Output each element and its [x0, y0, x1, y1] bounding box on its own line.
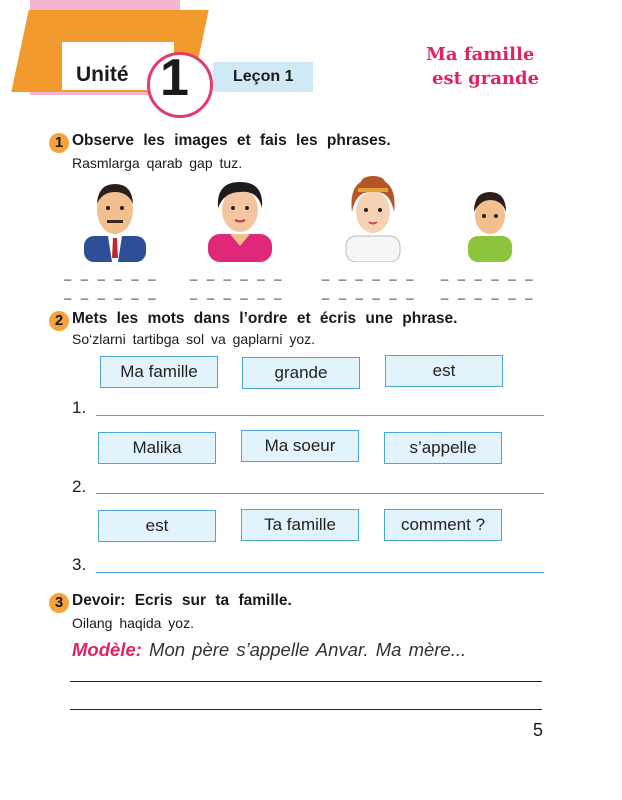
word-box[interactable]: Malika	[98, 432, 216, 464]
model-text: Mon père s’appelle Anvar. Ma mère...	[149, 639, 467, 660]
exercise1-number-badge: 1	[49, 133, 69, 153]
answer-number: 1.	[72, 398, 87, 417]
word-box[interactable]: comment ?	[384, 509, 502, 541]
word-box[interactable]: grande	[242, 357, 360, 389]
brother-illustration	[462, 184, 518, 262]
answer-blank[interactable]: _ _ _ _ _ _	[441, 266, 536, 281]
answer-blank[interactable]: _ _ _ _ _ _	[441, 285, 536, 300]
answer-line[interactable]	[96, 493, 544, 494]
answer-blank[interactable]: _ _ _ _ _ _	[64, 285, 159, 300]
unit-label: Unité	[76, 63, 129, 86]
exercise3-instruction: Devoir: Ecris sur ta famille.	[72, 592, 292, 609]
unit-number: 1	[160, 49, 189, 107]
exercise2-number-badge: 2	[49, 311, 69, 331]
answer-line[interactable]	[96, 415, 544, 416]
answer-blank[interactable]: _ _ _ _ _ _	[322, 266, 417, 281]
model-label: Modèle:	[72, 639, 142, 660]
exercise1-instruction: Observe les images et fais les phrases.	[72, 132, 391, 149]
answer-blank[interactable]: _ _ _ _ _ _	[64, 266, 159, 281]
writing-line[interactable]	[70, 681, 542, 682]
word-box[interactable]: Ta famille	[241, 509, 359, 541]
page-number: 5	[533, 720, 544, 740]
answer-number: 3.	[72, 555, 87, 574]
word-box[interactable]: Ma soeur	[241, 430, 359, 462]
answer-blank[interactable]: _ _ _ _ _ _	[322, 285, 417, 300]
word-box[interactable]: s’appelle	[384, 432, 502, 464]
page-title-line1: Ma famille	[426, 44, 535, 65]
sister-illustration	[338, 174, 408, 262]
word-box[interactable]: Ma famille	[100, 356, 218, 388]
exercise3-number-badge: 3	[49, 593, 69, 613]
mother-illustration	[204, 176, 276, 262]
answer-blank[interactable]: _ _ _ _ _ _	[190, 266, 285, 281]
answer-line[interactable]	[96, 572, 544, 573]
page-title-line2: est grande	[432, 68, 540, 89]
model-sentence	[72, 639, 466, 661]
writing-line[interactable]	[70, 709, 542, 710]
exercise2-instruction: Mets les mots dans l’ordre et écris une phrase.	[72, 310, 458, 327]
word-box[interactable]: est	[98, 510, 216, 542]
exercise3-subtitle: Oilang haqida yoz.	[72, 615, 194, 631]
lesson-label: Leçon 1	[233, 68, 294, 85]
father-illustration	[80, 178, 150, 262]
exercise2-subtitle: So‘zlarni tartibga sol va gaplarni yoz.	[72, 331, 316, 347]
answer-blank[interactable]: _ _ _ _ _ _	[190, 285, 285, 300]
exercise1-subtitle: Rasmlarga qarab gap tuz.	[72, 155, 243, 171]
answer-number: 2.	[72, 477, 87, 496]
word-box[interactable]: est	[385, 355, 503, 387]
